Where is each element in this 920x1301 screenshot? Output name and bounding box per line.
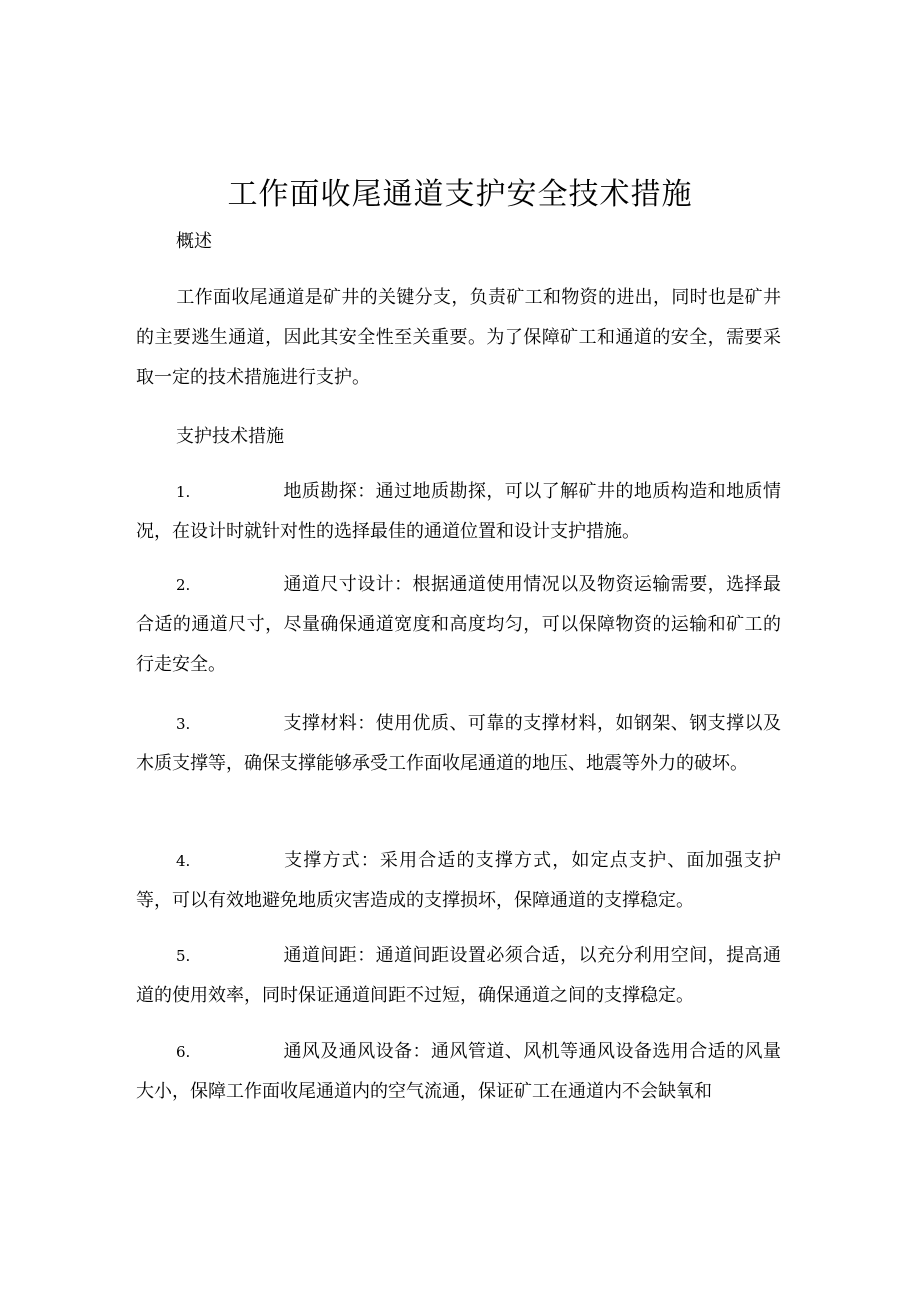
list-item	[136, 1032, 781, 1112]
list-item-text: 地质勘探：通过地质勘探，可以了解矿井的地质构造和地质情况，在设计时就针对性的选择最佳的通道位置和设计支护措施。	[136, 481, 781, 542]
list-item-number: 4.	[176, 852, 191, 870]
list-item	[136, 472, 781, 552]
list-item-number: 5.	[176, 947, 191, 965]
overview-text: 工作面收尾通道是矿井的关键分支，负责矿工和物资的进出，同时也是矿井的主要逃生通道，因此其安全性至关重要。为了保障矿工和通道的安全，需要采取一定的技术措施进行支护。	[136, 287, 781, 388]
list-item-text: 通道尺寸设计：根据通道使用情况以及物资运输需要，选择最合适的通道尺寸，尽量确保通道宽度和高度均匀，可以保障物资的运输和矿工的行走安全。	[136, 574, 781, 675]
overview-heading: 概述	[176, 231, 212, 252]
document-title: 工作面收尾通道支护安全技术措施	[227, 177, 693, 212]
list-item-text: 通风及通风设备：通风管道、风机等通风设备选用合适的风量大小，保障工作面收尾通道内的空气流通，保证矿工在通道内不会缺氧和	[136, 1041, 781, 1102]
list-item-text: 支撑材料：使用优质、可靠的支撑材料，如钢架、钢支撑以及木质支撑等，确保支撑能够承受工作面收尾通道的地压、地震等外力的破坏。	[136, 713, 781, 774]
list-item-number: 6.	[176, 1043, 191, 1061]
measures-heading: 支护技术措施	[176, 426, 284, 447]
list-item-text: 支撑方式：采用合适的支撑方式，如定点支护、面加强支护等，可以有效地避免地质灾害造成的支撑损坏，保障通道的支撑稳定。	[136, 850, 781, 911]
list-item-number: 2.	[176, 576, 191, 594]
list-item-number: 3.	[176, 715, 191, 733]
list-item	[136, 936, 781, 1016]
list-item-number: 1.	[176, 483, 191, 501]
list-item-text: 通道间距：通道间距设置必须合适，以充分利用空间，提高通道的使用效率，同时保证通道间距不过短，确保通道之间的支撑稳定。	[136, 945, 781, 1006]
list-item	[136, 704, 781, 784]
list-item	[136, 565, 781, 685]
overview-paragraph	[136, 278, 781, 398]
list-item	[136, 841, 781, 921]
